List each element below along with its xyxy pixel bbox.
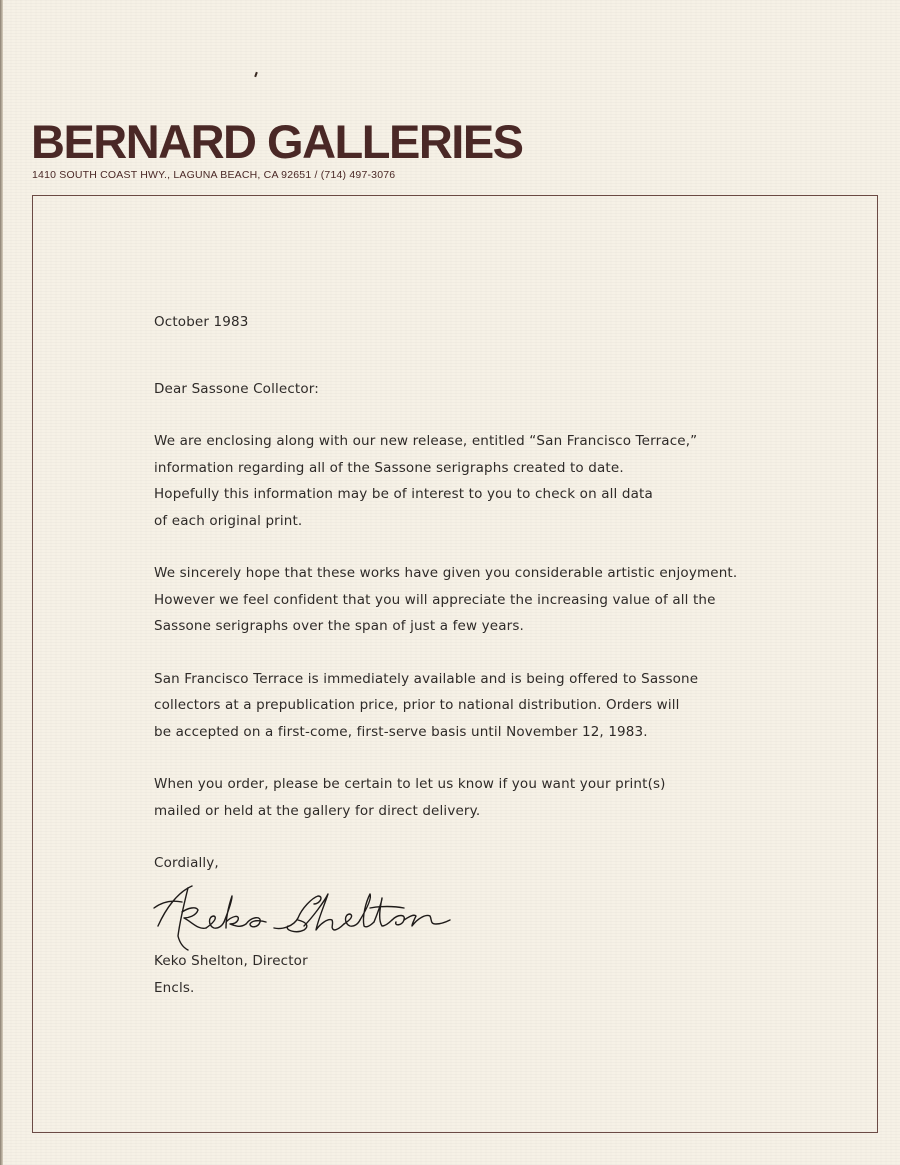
paragraph-line: We are enclosing along with our new release, entitled “San Francisco Terrace,” <box>154 433 698 449</box>
paragraph-line: collectors at a prepublication price, prior to national distribution. Orders will <box>154 697 680 713</box>
paragraph-line: be accepted on a first-come, first-serve basis until November 12, 1983. <box>154 723 648 740</box>
page-left-edge <box>0 0 3 1165</box>
enclosure-note: Encls. <box>154 979 195 996</box>
paragraph-line: information regarding all of the Sassone serigraphs created to date. <box>154 459 624 476</box>
letter-date: October 1983 <box>154 314 249 330</box>
paragraph-line: mailed or held at the gallery for direct delivery. <box>154 802 481 819</box>
signer-name-title: Keko Shelton, Director <box>154 953 308 969</box>
paragraph <box>154 666 794 746</box>
paragraph-line: Sassone serigraphs over the span of just a few years. <box>154 618 524 634</box>
signature-block <box>154 948 308 1001</box>
paragraph-line: San Francisco Terrace is immediately available and is being offered to Sassone <box>154 670 699 687</box>
paragraph-line: When you order, please be certain to let us know if you want your print(s) <box>154 776 666 792</box>
handwritten-signature <box>148 878 468 953</box>
paragraph <box>154 428 794 534</box>
paragraph <box>154 771 794 824</box>
letter-salutation: Dear Sassone Collector: <box>154 380 319 397</box>
paragraph-line: We sincerely hope that these works have given you considerable artistic enjoyment. <box>154 565 738 581</box>
paragraph-line: of each original print. <box>154 512 303 529</box>
letter-body <box>154 309 794 877</box>
letter-closing: Cordially, <box>154 855 219 871</box>
paper-speck <box>254 72 258 77</box>
paragraph-line: Hopefully this information may be of interest to you to check on all data <box>154 486 653 502</box>
company-address: 1410 SOUTH COAST HWY., LAGUNA BEACH, CA 92651 / (714) 497-3076 <box>32 169 396 181</box>
paragraph-line: However we feel confident that you will appreciate the increasing value of all the <box>154 591 716 608</box>
paragraph <box>154 560 794 640</box>
company-logo: BERNARD GALLERIES <box>31 115 523 168</box>
